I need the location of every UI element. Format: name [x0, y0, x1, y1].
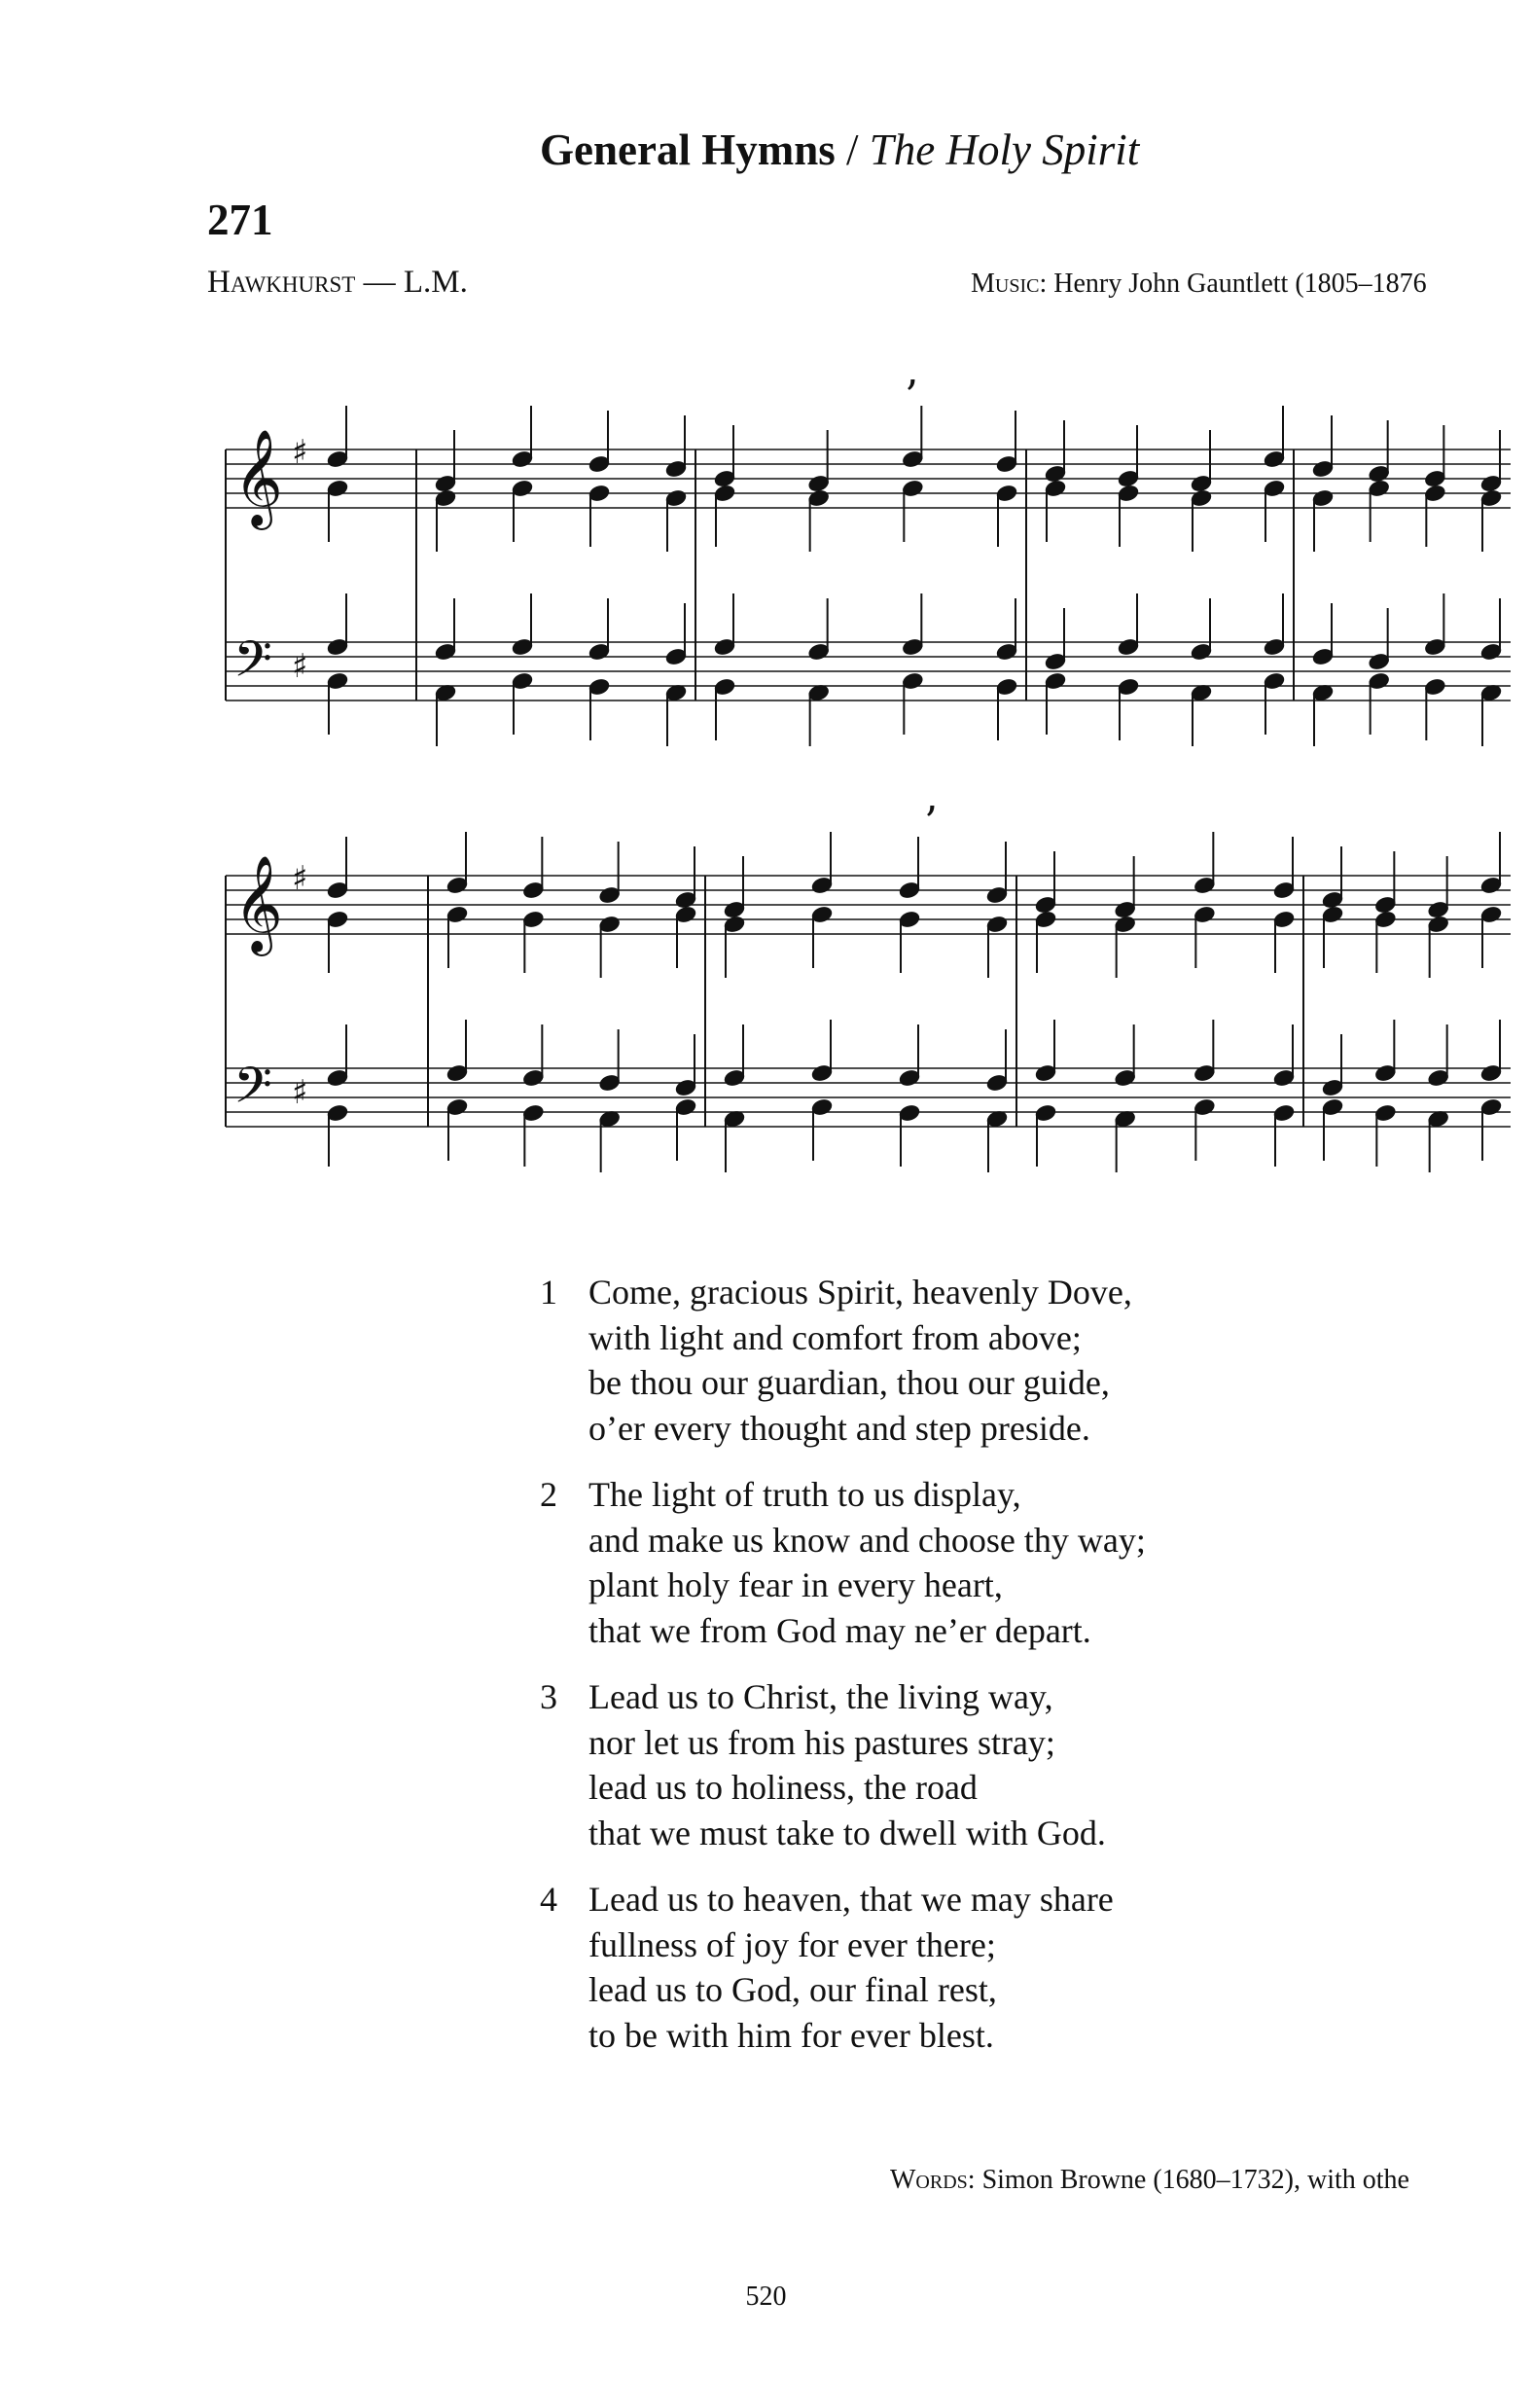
verse-lines: [588, 1674, 1106, 1855]
breath-mark: ’: [924, 798, 938, 847]
verse-lines: [588, 1877, 1114, 2058]
words-author: Simon Browne (1680–1732), with othe: [975, 2165, 1409, 2195]
verse-number: 1: [540, 1273, 557, 1312]
verse-lines: [588, 1270, 1132, 1451]
verse-line: lead us to holiness, the road: [588, 1768, 978, 1807]
key-signature: ♯: [292, 647, 308, 686]
verse: [540, 1674, 1146, 1855]
verse-number: 4: [540, 1880, 557, 1919]
verse-line: that we must take to dwell with God.: [588, 1813, 1106, 1852]
verse-line: with light and comfort from above;: [588, 1317, 1082, 1357]
verse-number: 2: [540, 1475, 557, 1514]
verses: [540, 1270, 1146, 2079]
verse: [540, 1877, 1146, 2058]
key-signature: ♯: [292, 1073, 308, 1112]
page-number: 520: [745, 2282, 787, 2312]
header-separator: /: [835, 126, 870, 174]
verse-line: o’er every thought and step preside.: [588, 1408, 1090, 1448]
words-credit: [890, 2165, 1511, 2196]
verse-line: fullness of joy for ever there;: [588, 1924, 996, 1964]
verse-lines: [588, 1472, 1146, 1653]
treble-clef: 𝄞: [233, 429, 283, 526]
music-label: Music:: [971, 269, 1048, 299]
verse-number: 3: [540, 1677, 557, 1716]
tune-name: Hawkhurst — L.M.: [207, 265, 468, 300]
verse-line: be thou our guardian, thou our guide,: [588, 1363, 1110, 1402]
breath-mark: ’: [905, 372, 918, 421]
treble-clef: 𝄞: [233, 855, 283, 952]
verse-line: Lead us to heaven, that we may share: [588, 1880, 1114, 1919]
section-title: General Hymns: [540, 126, 836, 174]
verse-line: to be with him for ever blest.: [588, 2015, 994, 2055]
music-composer: Henry John Gauntlett (1805–1876: [1047, 269, 1427, 299]
verse-line: and make us know and choose thy way;: [588, 1520, 1146, 1560]
verse: [540, 1472, 1146, 1653]
subsection-title: The Holy Spirit: [869, 126, 1140, 174]
verse-line: that we from God may ne’er depart.: [588, 1610, 1091, 1650]
verse-line: plant holy fear in every heart,: [588, 1565, 1003, 1604]
verse-line: nor let us from his pastures stray;: [588, 1722, 1055, 1762]
key-signature: ♯: [292, 433, 308, 472]
verse: [540, 1270, 1146, 1451]
hymn-number: 271: [207, 196, 273, 244]
key-signature: ♯: [292, 859, 308, 898]
verse-line: The light of truth to us display,: [588, 1475, 1021, 1514]
bass-clef: 𝄢: [233, 1056, 272, 1127]
words-label: Words:: [890, 2165, 976, 2195]
bass-clef: 𝄢: [233, 629, 272, 701]
verse-line: Come, gracious Spirit, heavenly Dove,: [588, 1273, 1132, 1312]
verse-line: lead us to God, our final rest,: [588, 1970, 997, 2009]
verse-line: Lead us to Christ, the living way,: [588, 1677, 1053, 1716]
